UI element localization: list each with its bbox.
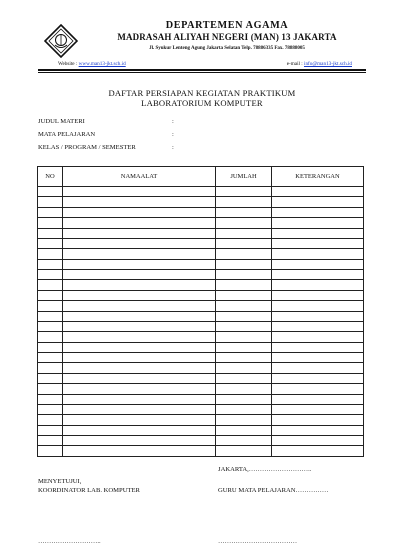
table-cell-jumlah[interactable] <box>216 415 272 425</box>
table-cell-no[interactable] <box>38 249 63 259</box>
field-label-mata-pelajaran: MATA PELAJARAN <box>38 131 96 138</box>
table-row <box>38 321 364 331</box>
ministry-emblem-icon <box>44 24 78 58</box>
table-cell-keterangan[interactable] <box>272 436 364 446</box>
table-cell-nama-alat[interactable] <box>63 207 216 217</box>
table-cell-keterangan[interactable] <box>272 218 364 228</box>
email-link[interactable]: info@man13-jkt.sch.id <box>304 61 352 67</box>
table-cell-jumlah[interactable] <box>216 363 272 373</box>
table-row <box>38 436 364 446</box>
table-cell-jumlah[interactable] <box>216 342 272 352</box>
table-cell-nama-alat[interactable] <box>63 311 216 321</box>
table-row <box>38 228 364 238</box>
table-row <box>38 446 364 456</box>
signature-blank-teacher: ……………………………… <box>218 538 298 545</box>
table-row <box>38 207 364 217</box>
table-row <box>38 259 364 269</box>
table-cell-keterangan[interactable] <box>272 197 364 207</box>
table-cell-keterangan[interactable] <box>272 384 364 394</box>
table-cell-nama-alat[interactable] <box>63 384 216 394</box>
table-cell-jumlah[interactable] <box>216 436 272 446</box>
table-cell-keterangan[interactable] <box>272 238 364 248</box>
field-colon: : <box>172 144 174 151</box>
website-line <box>58 61 126 67</box>
table-cell-keterangan[interactable] <box>272 270 364 280</box>
table-row <box>38 404 364 414</box>
table-cell-nama-alat[interactable] <box>63 249 216 259</box>
table-cell-jumlah[interactable] <box>216 425 272 435</box>
table-cell-no[interactable] <box>38 332 63 342</box>
table-cell-jumlah[interactable] <box>216 353 272 363</box>
table-cell-keterangan[interactable] <box>272 311 364 321</box>
table-cell-no[interactable] <box>38 207 63 217</box>
table-cell-jumlah[interactable] <box>216 228 272 238</box>
table-cell-nama-alat[interactable] <box>63 238 216 248</box>
table-cell-nama-alat[interactable] <box>63 270 216 280</box>
table-cell-keterangan[interactable] <box>272 301 364 311</box>
table-cell-no[interactable] <box>38 353 63 363</box>
table-cell-no[interactable] <box>38 259 63 269</box>
table-row <box>38 301 364 311</box>
table-cell-keterangan[interactable] <box>272 187 364 197</box>
table-cell-no[interactable] <box>38 270 63 280</box>
signature-coordinator-label: KOORDINATOR LAB. KOMPUTER <box>38 487 140 494</box>
table-body <box>38 187 364 457</box>
table-cell-jumlah[interactable] <box>216 394 272 404</box>
table-row <box>38 394 364 404</box>
table-cell-jumlah[interactable] <box>216 270 272 280</box>
school-address: Jl. Syukur Lenteng Agung Jakarta Selatan Telp. 78886335 Fax. 78888005 <box>149 46 305 51</box>
table-cell-keterangan[interactable] <box>272 332 364 342</box>
field-colon: : <box>172 131 174 138</box>
table-cell-jumlah[interactable] <box>216 187 272 197</box>
table-cell-nama-alat[interactable] <box>63 446 216 456</box>
table-cell-no[interactable] <box>38 187 63 197</box>
table-cell-no[interactable] <box>38 311 63 321</box>
table-cell-jumlah[interactable] <box>216 321 272 331</box>
table-cell-nama-alat[interactable] <box>63 373 216 383</box>
table-cell-no[interactable] <box>38 321 63 331</box>
table-cell-jumlah[interactable] <box>216 311 272 321</box>
table-row <box>38 249 364 259</box>
column-header-jumlah: JUMLAH <box>216 167 272 187</box>
table-row <box>38 238 364 248</box>
signature-approved-label: MENYETUJUI, <box>38 478 82 485</box>
table-cell-jumlah[interactable] <box>216 280 272 290</box>
table-cell-nama-alat[interactable] <box>63 353 216 363</box>
table-cell-jumlah[interactable] <box>216 446 272 456</box>
table-cell-keterangan[interactable] <box>272 207 364 217</box>
letterhead-divider-thin <box>38 72 366 73</box>
table-cell-no[interactable] <box>38 373 63 383</box>
column-header-keterangan: KETERANGAN <box>272 167 364 187</box>
column-header-no: NO <box>38 167 63 187</box>
table-cell-keterangan[interactable] <box>272 394 364 404</box>
email-line <box>287 61 352 67</box>
table-cell-no[interactable] <box>38 218 63 228</box>
table-cell-no[interactable] <box>38 342 63 352</box>
school-name: MADRASAH ALIYAH NEGERI (MAN) 13 JAKARTA <box>117 32 337 42</box>
table-cell-nama-alat[interactable] <box>63 342 216 352</box>
table-cell-keterangan[interactable] <box>272 425 364 435</box>
department-name: DEPARTEMEN AGAMA <box>165 20 289 31</box>
table-cell-no[interactable] <box>38 228 63 238</box>
table-cell-jumlah[interactable] <box>216 218 272 228</box>
equipment-table <box>37 166 364 457</box>
table-cell-jumlah[interactable] <box>216 207 272 217</box>
table-cell-nama-alat[interactable] <box>63 436 216 446</box>
table-cell-jumlah[interactable] <box>216 384 272 394</box>
table-cell-nama-alat[interactable] <box>63 197 216 207</box>
table-cell-keterangan[interactable] <box>272 280 364 290</box>
table-cell-no[interactable] <box>38 425 63 435</box>
table-row <box>38 363 364 373</box>
table-cell-keterangan[interactable] <box>272 342 364 352</box>
table-row <box>38 218 364 228</box>
table-cell-no[interactable] <box>38 415 63 425</box>
table-cell-no[interactable] <box>38 197 63 207</box>
table-cell-nama-alat[interactable] <box>63 363 216 373</box>
table-cell-jumlah[interactable] <box>216 259 272 269</box>
table-cell-no[interactable] <box>38 363 63 373</box>
table-row <box>38 384 364 394</box>
table-row <box>38 353 364 363</box>
table-cell-keterangan[interactable] <box>272 363 364 373</box>
table-cell-jumlah[interactable] <box>216 197 272 207</box>
email-label: e-mail : <box>286 61 303 67</box>
table-cell-no[interactable] <box>38 238 63 248</box>
website-label: Website : <box>58 61 78 67</box>
table-cell-jumlah[interactable] <box>216 238 272 248</box>
table-cell-keterangan[interactable] <box>272 415 364 425</box>
table-cell-keterangan[interactable] <box>272 373 364 383</box>
table-cell-nama-alat[interactable] <box>63 332 216 342</box>
table-cell-no[interactable] <box>38 384 63 394</box>
column-header-nama-alat: NAMAALAT <box>63 167 216 187</box>
table-cell-nama-alat[interactable] <box>63 301 216 311</box>
table-cell-jumlah[interactable] <box>216 290 272 300</box>
table-cell-jumlah[interactable] <box>216 301 272 311</box>
table-cell-no[interactable] <box>38 290 63 300</box>
table-cell-keterangan[interactable] <box>272 321 364 331</box>
table-cell-no[interactable] <box>38 394 63 404</box>
signature-blank-coordinator: ……………………….. <box>38 538 101 545</box>
table-row <box>38 197 364 207</box>
table-row <box>38 187 364 197</box>
signature-place-date: JAKARTA,……………………….. <box>218 466 312 473</box>
table-cell-nama-alat[interactable] <box>63 415 216 425</box>
table-cell-keterangan[interactable] <box>272 290 364 300</box>
table-cell-keterangan[interactable] <box>272 404 364 414</box>
table-cell-nama-alat[interactable] <box>63 394 216 404</box>
table-row <box>38 270 364 280</box>
table-row <box>38 373 364 383</box>
table-row <box>38 290 364 300</box>
contact-bar <box>38 60 366 69</box>
table-row <box>38 280 364 290</box>
table-row <box>38 311 364 321</box>
website-link[interactable]: www.man13-jkt.sch.id <box>78 61 126 67</box>
table-cell-jumlah[interactable] <box>216 404 272 414</box>
table-cell-no[interactable] <box>38 404 63 414</box>
table-cell-no[interactable] <box>38 280 63 290</box>
table-cell-jumlah[interactable] <box>216 373 272 383</box>
table-row <box>38 415 364 425</box>
field-label-kelas: KELAS / PROGRAM / SEMESTER <box>38 144 136 151</box>
field-label-judul-materi: JUDUL MATERI <box>38 118 85 125</box>
table-cell-nama-alat[interactable] <box>63 187 216 197</box>
table-cell-nama-alat[interactable] <box>63 321 216 331</box>
table-cell-keterangan[interactable] <box>272 259 364 269</box>
table-cell-no[interactable] <box>38 436 63 446</box>
table-cell-jumlah[interactable] <box>216 332 272 342</box>
table-cell-nama-alat[interactable] <box>63 259 216 269</box>
table-row <box>38 425 364 435</box>
table-cell-keterangan[interactable] <box>272 228 364 238</box>
table-cell-keterangan[interactable] <box>272 353 364 363</box>
document-title-line1: DAFTAR PERSIAPAN KEGIATAN PRAKTIKUM <box>108 88 296 98</box>
table-cell-nama-alat[interactable] <box>63 290 216 300</box>
table-cell-nama-alat[interactable] <box>63 280 216 290</box>
document-title-line2: LABORATORIUM KOMPUTER <box>141 98 263 108</box>
table-cell-nama-alat[interactable] <box>63 425 216 435</box>
table-row <box>38 332 364 342</box>
field-colon: : <box>172 118 174 125</box>
table-cell-keterangan[interactable] <box>272 446 364 456</box>
table-cell-no[interactable] <box>38 301 63 311</box>
table-cell-nama-alat[interactable] <box>63 218 216 228</box>
letterhead-divider-thick <box>38 69 366 71</box>
table-cell-keterangan[interactable] <box>272 249 364 259</box>
table-cell-nama-alat[interactable] <box>63 404 216 414</box>
table-row <box>38 342 364 352</box>
table-cell-jumlah[interactable] <box>216 249 272 259</box>
table-header-row <box>38 167 364 187</box>
table-cell-nama-alat[interactable] <box>63 228 216 238</box>
signature-teacher-label: GURU MATA PELAJARAN…………… <box>218 487 329 494</box>
table-cell-no[interactable] <box>38 446 63 456</box>
